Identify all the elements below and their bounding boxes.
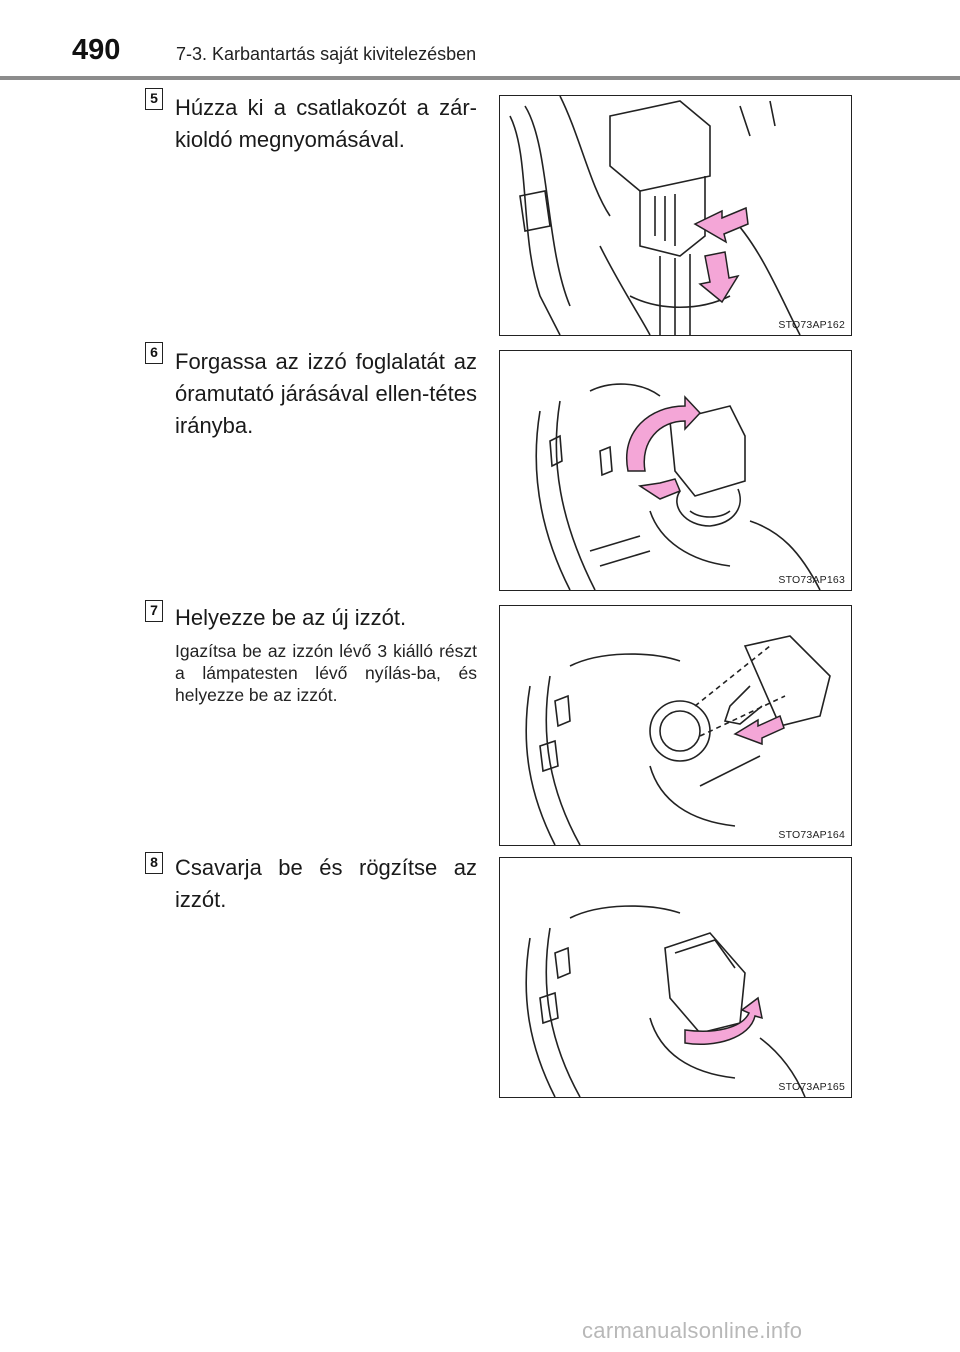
step-figure — [499, 857, 852, 1098]
connector-release-illustration — [500, 96, 851, 335]
figure-code: STO73AP164 — [778, 829, 845, 841]
socket-rotate-illustration — [500, 351, 851, 590]
page-header — [0, 0, 960, 80]
header-rule — [0, 76, 960, 80]
step-number-badge: 7 — [145, 600, 163, 622]
step-number-badge: 5 — [145, 88, 163, 110]
figure-code: STO73AP163 — [778, 574, 845, 586]
figure-code: STO73AP165 — [778, 1081, 845, 1093]
bulb-lock-illustration — [500, 858, 851, 1097]
step-figure — [499, 350, 852, 591]
step-figure — [499, 95, 852, 336]
step-note: Igazítsa be az izzón lévő 3 kiálló részt a lámpatesten lévő nyílás-ba, és helyezze be az izzót. — [175, 641, 477, 705]
step-number-badge: 6 — [145, 342, 163, 364]
step-instruction: Csavarja be és rögzítse az izzót. — [175, 855, 477, 912]
site-watermark: carmanualsonline.info — [582, 1318, 803, 1343]
step-instruction: Helyezze be az új izzót. — [175, 605, 407, 630]
step-instruction: Húzza ki a csatlakozót a zár-kioldó megnyomásával. — [175, 95, 477, 152]
step-figure — [499, 605, 852, 846]
step-number-badge: 8 — [145, 852, 163, 874]
chapter-title: 7-3. Karbantartás saját kivitelezésben — [176, 44, 477, 64]
bulb-insert-illustration — [500, 606, 851, 845]
step-instruction: Forgassa az izzó foglalatát az óramutató járásával ellen-tétes irányba. — [175, 349, 477, 438]
figure-code: STO73AP162 — [778, 319, 845, 331]
page-number: 490 — [72, 34, 121, 66]
